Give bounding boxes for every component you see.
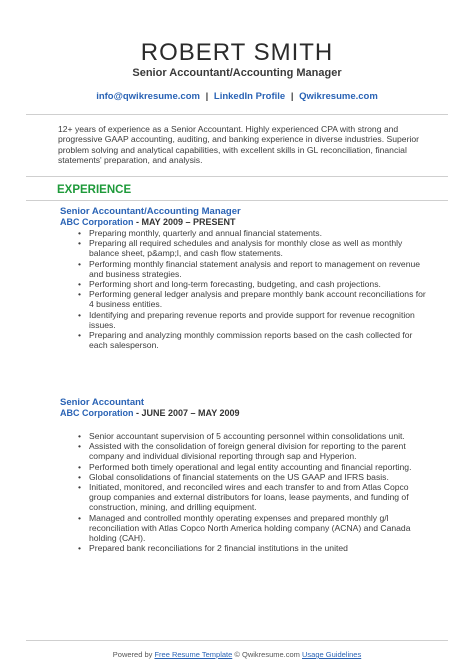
- list-item: [60, 289, 432, 309]
- footer-prefix: Powered by: [112, 650, 153, 659]
- bullet-icon: •: [78, 431, 82, 441]
- divider: [26, 640, 448, 641]
- bullet-text: Initiated, monitored, and reconciled wires and each transfer to and from Atlas Copco group companies and external distributors for loans, lease payments, and funding of construction, mining, and drilling equipment.: [89, 482, 409, 513]
- job-dates: - JUNE 2007 – MAY 2009: [133, 408, 240, 418]
- bullet-icon: •: [78, 309, 82, 320]
- job-bullets: [60, 228, 432, 350]
- divider: [26, 176, 448, 177]
- linkedin-link[interactable]: LinkedIn Profile: [213, 91, 286, 102]
- bullet-icon: •: [78, 228, 82, 238]
- footer-copyright: © Qwikresume.com: [234, 650, 300, 659]
- bullet-icon: •: [78, 461, 82, 472]
- list-item: [60, 431, 432, 441]
- job-title: Senior Accountant/Accounting Manager: [60, 206, 241, 217]
- bullet-text: Preparing all required schedules and analysis for monthly close as well as monthly balance sheet, p&amp;l, and cash flow statements.: [89, 238, 403, 259]
- list-item: [60, 259, 432, 279]
- bullet-icon: •: [78, 441, 82, 452]
- bullet-icon: •: [78, 289, 82, 300]
- divider: [26, 200, 448, 201]
- job-title: Senior Accountant: [60, 397, 145, 408]
- job-entry: [60, 206, 432, 350]
- job-entry: [60, 397, 432, 553]
- resume-header: [0, 40, 474, 79]
- job-dates: - MAY 2009 – PRESENT: [133, 217, 236, 227]
- list-item: [60, 238, 432, 258]
- list-item: [60, 462, 432, 472]
- contact-line: [0, 91, 474, 102]
- bullet-icon: •: [78, 238, 82, 249]
- page-footer: [0, 650, 474, 659]
- list-item: [60, 513, 432, 544]
- list-item: [60, 279, 432, 289]
- bullet-text: Performing monthly financial statement analysis and report to management on revenue and business strategies.: [89, 258, 421, 279]
- list-item: [60, 482, 432, 513]
- job-meta: [60, 217, 432, 228]
- contact-separator: |: [290, 91, 294, 102]
- bullet-text: Preparing and analyzing monthly commission reports based on the cash collected for each salesperson.: [89, 330, 413, 351]
- bullet-icon: •: [78, 279, 82, 290]
- bullet-text: Global consolidations of financial statements on the US GAAP and IFRS basis.: [89, 471, 389, 482]
- company-name: ABC Corporation: [60, 217, 134, 227]
- bullet-text: Performing general ledger analysis and prepare monthly bank account reconciliations for 4 business entities.: [89, 289, 426, 310]
- bullet-icon: •: [78, 543, 82, 554]
- contact-separator: |: [205, 91, 209, 102]
- email-link[interactable]: info@qwikresume.com: [96, 91, 200, 102]
- job-meta: [60, 408, 432, 419]
- divider: [26, 114, 448, 115]
- list-item: [60, 472, 432, 482]
- bullet-text: Prepared bank reconciliations for 2 financial institutions in the united: [89, 543, 348, 554]
- bullet-icon: •: [78, 258, 82, 269]
- list-item: [60, 441, 432, 461]
- experience-heading: EXPERIENCE: [57, 184, 132, 196]
- bullet-text: Assisted with the consolidation of foreign general division for reporting to the parent company and individual divisional reporting through sap and Hyperion.: [89, 441, 406, 462]
- list-item: [60, 310, 432, 330]
- bullet-icon: •: [78, 471, 82, 482]
- bullet-icon: •: [78, 512, 82, 523]
- job-bullets: [60, 431, 432, 553]
- summary-text: 12+ years of experience as a Senior Accountant. Highly experienced CPA with strong and progressive GAAP accounting, auditing, and banking experience in diverse industries. Superior problem solving and analytical capabilities, with excellent skills in GL reconciliation, financial statements' preparation, and analysis.: [58, 124, 419, 166]
- bullet-text: Preparing monthly, quarterly and annual financial statements.: [89, 228, 322, 238]
- bullet-icon: •: [78, 482, 82, 493]
- candidate-headline: Senior Accountant/Accounting Manager: [132, 67, 342, 79]
- free-template-link[interactable]: Free Resume Template: [154, 650, 233, 659]
- bullet-text: Identifying and preparing revenue reports and provide support for revenue recognition issues.: [89, 309, 415, 330]
- list-item: [60, 543, 432, 553]
- bullet-text: Senior accountant supervision of 5 accounting personnel within consolidations unit.: [89, 431, 405, 441]
- company-name: ABC Corporation: [60, 408, 134, 418]
- list-item: [60, 228, 432, 238]
- bullet-text: Managed and controlled monthly operating expenses and prepared monthly g/l reconciliation with Atlas Copco North America holding company (ACNA) and Canada holding (CAH).: [89, 512, 411, 544]
- list-item: [60, 330, 432, 350]
- bullet-text: Performing short and long-term forecasting, budgeting, and cash projections.: [89, 279, 381, 290]
- website-link[interactable]: Qwikresume.com: [299, 91, 378, 102]
- bullet-icon: •: [78, 330, 82, 341]
- bullet-text: Performed both timely operational and legal entity accounting and financial reporting.: [89, 461, 412, 472]
- candidate-name: ROBERT SMITH: [140, 39, 334, 66]
- usage-guidelines-link[interactable]: Usage Guidelines: [302, 650, 362, 659]
